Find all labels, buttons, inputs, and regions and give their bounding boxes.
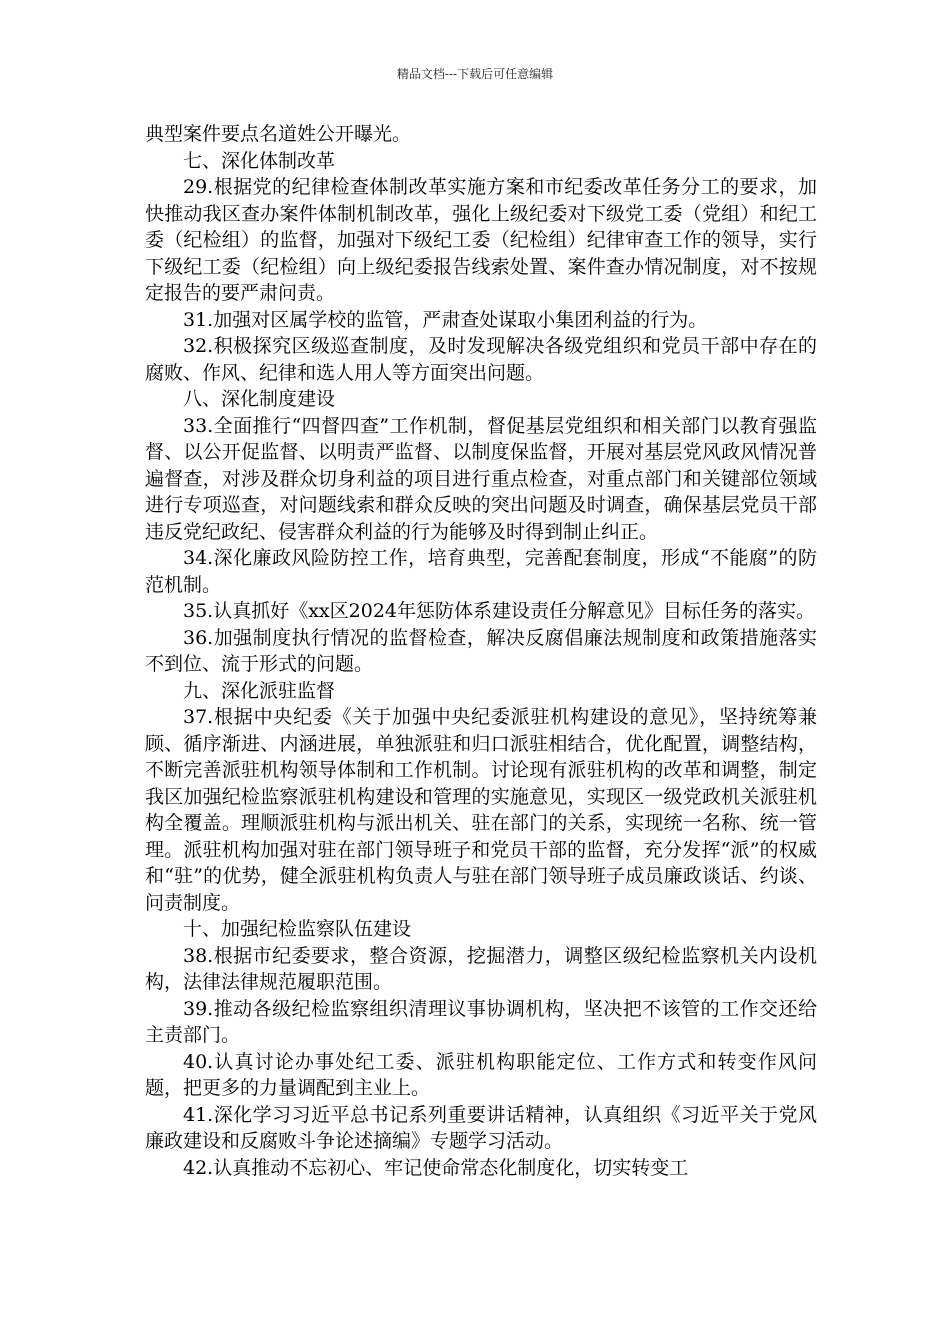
paragraph-item-33: 33.全面推行“四督四查”工作机制，督促基层党组织和相关部门以教育强监督、以公开促监督、以明责严监督、以制度保监督，开展对基层党风政风情况普遍督查，对涉及群众切身利益的项目进行重点检查，对重点部门和关键部位领域进行专项巡查，对问题线索和群众反映的突出问题及时调查，确保基层党员干部违反党纪政纪、侵害群众利益的行为能够及时得到制止纠正。 (145, 414, 817, 543)
section-heading-10: 十、加强纪检监察队伍建设 (183, 918, 412, 940)
paragraph-item-29: 29.根据党的纪律检查体制改革实施方案和市纪委改革任务分工的要求，加快推动我区查办案件体制机制改革，强化上级纪委对下级党工委（党组）和纪工委（纪检组）的监督，加强对下级纪工委（纪检组）纪律审查工作的领导，实行下级纪工委（纪检组）向上级纪委报告线索处置、案件查办情况制度，对不按规定报告的要严肃问责。 (145, 176, 817, 304)
section-heading-8: 八、深化制度建设 (183, 388, 336, 410)
section-heading-9: 九、深化派驻监督 (183, 679, 336, 702)
paragraph-item-38: 38.根据市纪委要求，整合资源，挖掘潜力，调整区级纪检监察机关内设机构，法律法律规范履职范围。 (145, 944, 817, 993)
paragraph-item-35: 35.认真抓好《xx区2024年惩防体系建设责任分解意见》目标任务的落实。 (183, 600, 816, 622)
section-heading-7: 七、深化体制改革 (183, 149, 336, 172)
paragraph-item-34: 34.深化廉政风险防控工作，培育典型，完善配套制度，形成“不能腐”的防范机制。 (145, 547, 817, 596)
paragraph-item-40: 40.认真讨论办事处纪工委、派驻机构职能定位、工作方式和转变作风问题，把更多的力量调配到主业上。 (145, 1050, 817, 1099)
document-body (145, 121, 817, 1181)
paragraph-item-31: 31.加强对区属学校的监管，严肃查处谋取小集团利益的行为。 (183, 308, 708, 331)
paragraph-continuation: 典型案件要点名道姓公开曝光。 (145, 123, 412, 145)
paragraph-item-39: 39.推动各级纪检监察组织清理议事协调机构，坚决把不该管的工作交还给主责部门。 (145, 997, 817, 1046)
paragraph-item-32: 32.积极探究区级巡查制度，及时发现解决各级党组织和党员干部中存在的腐败、作风、纪律和选人用人等方面突出问题。 (145, 335, 817, 384)
page-header: 精品文档---下载后可任意编辑 (396, 67, 554, 81)
paragraph-item-37: 37.根据中央纪委《关于加强中央纪委派驻机构建设的意见》，坚持统筹兼顾、循序渐进、内涵进展，单独派驻和归口派驻相结合，优化配置，调整结构，不断完善派驻机构领导体制和工作机制。讨论现有派驻机构的改革和调整，制定我区加强纪检监察派驻机构建设和管理的实施意见，实现区一级党政机关派驻机构全覆盖。理顺派驻机构与派出机关、驻在部门的关系，实现统一名称、统一管理。派驻机构加强对驻在部门领导班子和党员干部的监督，充分发挥“派”的权威和“驻”的优势，健全派驻机构负责人与驻在部门领导班子成员廉政谈话、约谈、问责制度。 (145, 706, 817, 914)
paragraph-item-41: 41.深化学习习近平总书记系列重要讲话精神，认真组织《习近平关于党风廉政建设和反腐败斗争论述摘编》专题学习活动。 (145, 1103, 817, 1152)
paragraph-item-42: 42.认真推动不忘初心、牢记使命常态化制度化，切实转变工 (183, 1156, 689, 1179)
paragraph-item-36: 36.加强制度执行情况的监督检查，解决反腐倡廉法规制度和政策措施落实不到位、流于形式的问题。 (145, 626, 817, 675)
